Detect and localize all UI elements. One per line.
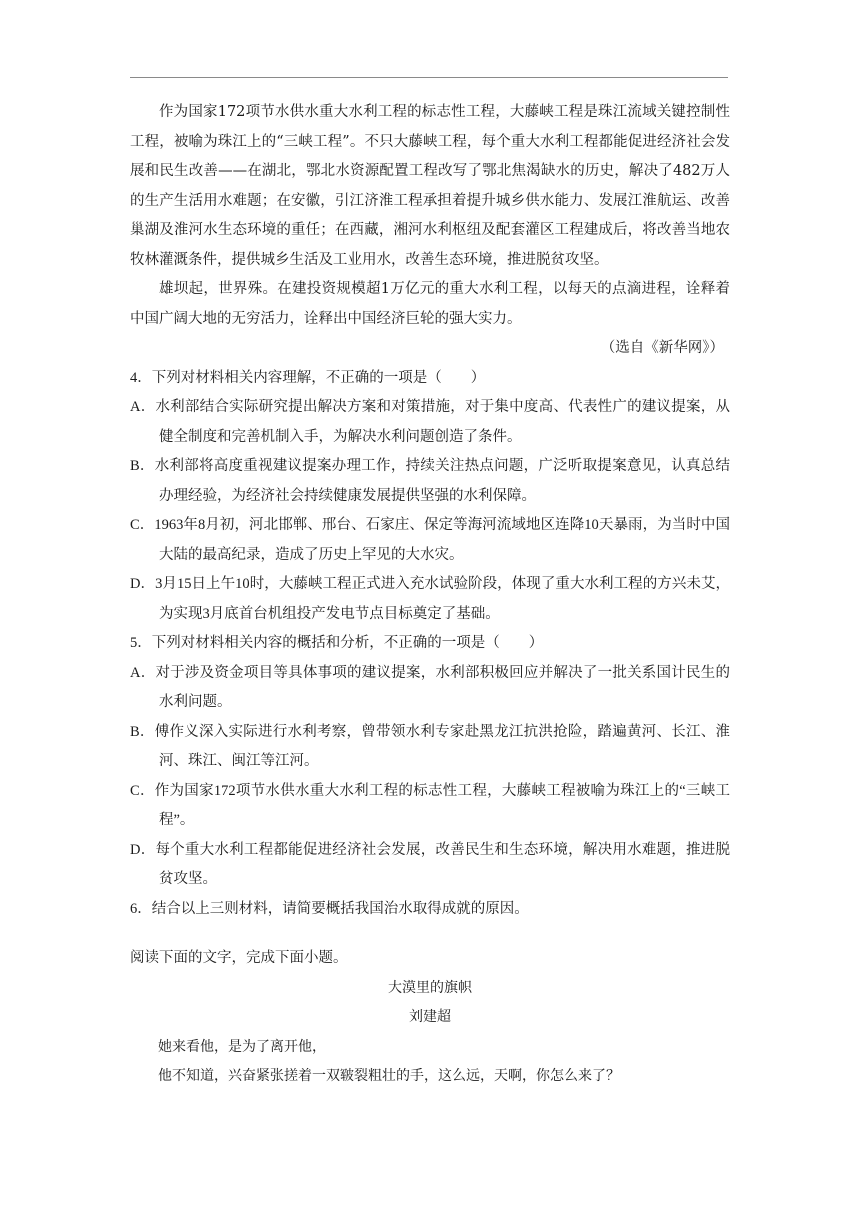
story-line: 他不知道，兴奋紧张搓着一双皲裂粗壮的手，这么远，天啊，你怎么来了？ <box>158 1068 620 1084</box>
reading-instruction: 阅读下面的文字，完成下面小题。 <box>130 950 348 966</box>
question-4 <box>130 364 730 630</box>
story-title: 大漠里的旗帜 <box>388 979 472 996</box>
passage-paragraph: 作为国家172项节水供水重大水利工程的标志性工程，大藤峡工程是珠江流域关键控制性工程，被喻为珠江上的“三峡工程”。不只大藤峡工程，每个重大水利工程都能促进经济社会发展和民生改善——在湖北，鄂北水资源配置工程改写了鄂北焦渴缺水的历史，解决了482万人的生产生活用水难题；在安徽，引江济淮工程承担着提升城乡供水能力、发展江淮航运、改善巢湖及淮河水生态环境的重任；在西藏，湘河水利枢纽及配套灌区工程建成后，将改善当地农牧林灌溉条件，提供城乡生活及工业用水，改善生态环境，推进脱贫攻坚。 <box>130 104 730 268</box>
question-stem: 6．结合以上三则材料，请简要概括我国治水取得成就的原因。 <box>130 900 529 917</box>
question-5 <box>130 629 730 895</box>
document-body <box>130 98 730 1092</box>
question-stem: 4．下列对材料相关内容理解，不正确的一项是（ ） <box>130 369 486 386</box>
story-author: 刘建超 <box>409 1009 451 1025</box>
section-gap <box>130 924 730 944</box>
question-option: B．水利部将高度重视建议提案办理工作，持续关注热点问题，广泛听取提案意见，认真总结办理经验，为经济社会持续健康发展提供坚强的水利保障。 <box>130 458 730 504</box>
passage-source: （选自《新华网》） <box>600 340 724 356</box>
question-option: C．1963年8月初，河北邯郸、邢台、石家庄、保定等海河流域地区连降10天暴雨，为当时中国大陆的最高纪录，造成了历史上罕见的大水灾。 <box>130 517 730 563</box>
question-option: C．作为国家172项节水供水重大水利工程的标志性工程，大藤峡工程被喻为珠江上的“三峡工程”。 <box>130 782 730 828</box>
passage-paragraph: 雄坝起，世界殊。在建投资规模超1万亿元的重大水利工程，以每天的点滴进程，诠释着中国广阔大地的无穷活力，诠释出中国经济巨轮的强大实力。 <box>130 281 730 327</box>
question-option: D．3月15日上午10时，大藤峡工程正式进入充水试验阶段，体现了重大水利工程的方兴未艾，为实现3月底首台机组投产发电节点目标奠定了基础。 <box>130 576 730 622</box>
question-option: A．对于涉及资金项目等具体事项的建议提案，水利部积极回应并解决了一批关系国计民生的水利问题。 <box>130 664 730 710</box>
question-option: D．每个重大水利工程都能促进经济社会发展，改善民生和生态环境，解决用水难题，推进脱贫攻坚。 <box>130 841 730 887</box>
question-option: B．傅作义深入实际进行水利考察，曾带领水利专家赴黑龙江抗洪抢险，踏遍黄河、长江、淮河、珠江、闽江等江河。 <box>130 723 730 769</box>
story-line: 她来看他，是为了离开他， <box>158 1038 326 1055</box>
question-6 <box>130 895 730 925</box>
question-option: A．水利部结合实际研究提出解决方案和对策措施，对于集中度高、代表性广的建议提案，从健全制度和完善机制入手，为解决水利问题创造了条件。 <box>130 399 730 445</box>
question-stem: 5．下列对材料相关内容的概括和分析，不正确的一项是（ ） <box>130 635 544 651</box>
header-rule <box>130 77 728 78</box>
